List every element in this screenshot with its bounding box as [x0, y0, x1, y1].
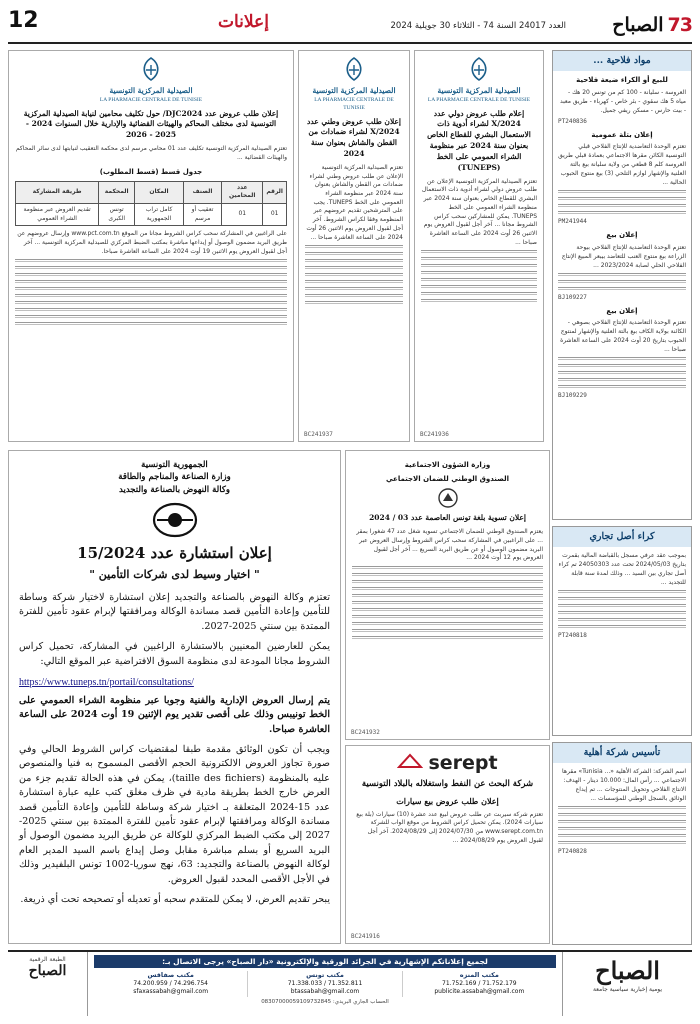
agri-ref-1: PT240836 — [558, 117, 587, 125]
serept-company-name: شركة البحث عن النفط واستغلاله بالبلاد التونسية — [361, 779, 534, 789]
lawyers-table-caption: جدول قسط (قسط المطلوب) — [99, 167, 203, 176]
pct-logo: الصيدلية المركزية التونسية LA PHARMACIE CENTRALE DE TUNISIE — [15, 56, 287, 105]
office-email[interactable]: btassabah@gmail.com — [290, 988, 360, 996]
consultation-paragraph-3: يتم إرسال العروض الإدارية والفنية وجوبا عبر منظومة الشراء العمومي على الخط تونيبس وذلك على أقصى تقدير يوم الإثنين 19 أوت 2024 على الساعة العاشرة صباحا. — [19, 694, 331, 735]
company-title: تأسيس شركة أهلية — [553, 743, 691, 763]
office-email[interactable]: publicite.assabah@gmail.com — [434, 988, 525, 996]
table-header: الرقم — [263, 181, 287, 203]
pharmacy-logo-icon — [464, 56, 494, 82]
cnss-headline: إعلان تسوية بلغة تونس العاصمة عدد 03 / 2024 — [369, 513, 526, 523]
company-body: اسم الشركة: الشركة الأهلية «... Tunisia» مقرها الاجتماعي ... رأس المال: 10.000 دينار - الهدف: الانتاج الفلاحي وتحويل المنتوجات ... تم إيداع الوثائق بالسجل الوطني للمؤسسات ... — [561, 768, 686, 803]
ad-cnss-notice — [345, 450, 550, 740]
footer-brand — [562, 952, 692, 1016]
footer-headline: لجميع إعلاناتكم الإشهارية في الجرائد الورقية والإلكترونية «دار الصباح» يرجى الاتصال بـ: — [94, 955, 556, 968]
agri-ref-3: BJ109227 — [558, 293, 587, 301]
table-header: طريقة المشاركة — [16, 181, 99, 203]
consultation-title: إعلان استشارة عدد 15/2024 — [77, 543, 272, 562]
pharmacy-logo-icon — [136, 56, 166, 82]
company-panel — [552, 742, 692, 945]
consultation-paragraph-5: يبحر تقديم العرض، لا يمكن للمتقدم سحبه أو تعديله أو تصحيحه تحت أي ذريعة. — [20, 893, 330, 905]
ministry-label: وزارة الصناعة والمناجم والطاقة — [118, 472, 231, 483]
gauze-ref: BC241937 — [304, 431, 333, 438]
office-item: مكتب تونس 71.352.811 / 71.338.033 btassabah@gmail.com — [247, 971, 401, 997]
apii-emblem-icon — [152, 502, 198, 538]
rental-body: بموجب عقد عرفي مسجل بالقباضة المالية بقمرت بتاريخ 2024/05/03 تحت عدد 24050303 تم كراء أصل تجاري بين السيد ... وذلك لمدة سنة قابلة للتجديد ... — [558, 552, 686, 587]
gauze-headline: إعلان طلب عروض وطني عدد 2024/X لشراء ضمادات من القطن والشاش بعنوان سنة 2024 — [307, 116, 401, 159]
serept-logo — [346, 752, 549, 774]
table-header: المكان — [135, 181, 184, 203]
pct-logo: الصيدلية المركزية التونسية LA PHARMACIE CENTRALE DE TUNISIE — [421, 56, 537, 105]
agri-body-2: تعتزم الوحدة التعاضدية للإنتاج الفلاحي قبلي التونسية الكائن مقرها الاجتماعي بعمادة قبلي طريق العروسة كلم 8 قطعي من ولاية سليانة بيع بالتة العلنية والإشهار لوازم التلحي (3) بيع منتوج الحبوب الحالية ... — [558, 143, 686, 187]
agri-sub-3: إعلان بيع — [606, 231, 638, 240]
lawyers-table — [15, 181, 287, 227]
tuneps-body: تعتزم الصيدلية المركزية التونسية الإعلان عن طلب عروض دولي لشراء أدوية ذات الاستعمال البشري للقطاع الخاص بعنوان سنة 2024 عبر منظومة الشراء العمومي على الخط TUNEPS. يمكن للمشاركين سحب كراس الشروط مجانا ... آخر أجل لقبول العروض يوم الاثنين 26 أوت 2024 على الساعة العاشرة صباحا ... — [421, 177, 537, 246]
footer-tagline: يومية إخبارية سياسية جامعة — [592, 986, 663, 993]
agri-sub-2: إعلان بتلة عمومية — [591, 130, 653, 139]
footer-contacts — [88, 952, 562, 1016]
page-footer — [8, 950, 692, 1016]
consultation-paragraph-1: تعتزم وكالة النهوض بالصناعة والتجديد إعلان استشارة لاختيار شركة وساطة للتأمين وإعادة التأمين قصد مساندة الوكالة ومرافقتها لإبرام عقود تأمين للفترة الممتدة بين سنتي 2025-2027. — [19, 591, 330, 632]
table-header: عدد المحامين — [222, 181, 263, 203]
table-header: المحكمة — [99, 181, 135, 203]
tuneps-link[interactable]: https://www.tuneps.tn/portail/consultations/ — [19, 676, 194, 688]
pharmacy-logo-icon — [339, 56, 369, 82]
gauze-body: تعتزم الصيدلية المركزية التونسية الإعلان عن طلب عروض وطني لشراء ضمادات من القطن والشاش بعنوان سنة 2024 عبر منظومة الشراء العمومي على الخط TUNEPS. يجب على المترشحين تقديم عروضهم عبر المنظومة وفقا لكراس الشروط. آخر أجل لقبول العروض يوم الاثنين 26 أوت 2024 على الساعة العاشرة صباحا ... — [306, 164, 403, 241]
agri-title: مواد فلاحية ... — [553, 51, 691, 71]
ad-tuneps-tender — [414, 50, 544, 442]
lawyers-body-2: على الراغبين في المشاركة سحب كراس الشروط مجانا من الموقع www.pct.com.tn وإرسال عروضهم عن طريق البريد مضمون الوصول أو إيداعها مباشرة بمكتب الضبط المركزي للصيدلية المركزية التونسية ... آخر أجل لقبول العروض يوم الاثنين 19 أوت 2024 على الساعة العاشرة صباحا. — [17, 230, 287, 255]
republic-label: الجمهورية التونسية — [141, 460, 208, 470]
table-row: 01 01 تعقيب أو مرسم كامل تراب الجمهورية تونس الكبرى تقديم العروض عبر منظومة الشراء العمومي — [16, 204, 287, 226]
footer-logo: الصباح — [595, 956, 660, 985]
digital-edition-label: الطبعة الرقمية — [29, 956, 66, 963]
agri-body-3: تعتزم الوحدة التعاضدية للإنتاج الفلاحي بيوحة الزراعة بيع منتوج العنب للتعاضد بيبعر المبيع الإنتاج الفلاحي الحلي لصابة 2023/2024 ... — [561, 243, 686, 269]
lawyers-body: تعتزم الصيدلية المركزية التونسية تكليف عدد 01 محامي مرسم لدى محكمة التعقيب لنيابتها لدى سائر المحاكم والهيئات القضائية ... — [15, 145, 287, 161]
page-header — [8, 8, 692, 44]
section-title: إعلانات — [218, 12, 269, 32]
agri-body-4: تعتزم الوحدة التعاضدية للإنتاج الفلاحي بصوهي - الكائنة بولاية الكاف بيع بالتة العلنية والإشهار لمنتوج الحبوب بتاريخ 20 أوت 2024 على الساعة العاشرة صباحا ... — [560, 319, 686, 354]
tuneps-ref: BC241936 — [420, 431, 449, 438]
agri-ref-2: PM241944 — [558, 218, 587, 226]
rental-ref: PT240818 — [558, 632, 587, 640]
consultation-paragraph-2: يمكن للعارضين المعنيين بالاستشارة الراغبين في المشاركة، تحميل كراس الشروط مجانا المودعة لدى منظومة السوق الافتراضية عبر الموقع التالي: — [19, 641, 330, 667]
serept-body: تعتزم شركة سيربت عن طلب عروض لبيع عدد عشرة (10) سيارات (بلة بيع سيارات 2024). يمكن تحميل كراس الشروط من موقع الواب للشركة www.serept.com.tn من 2024/07/30 إلى 2024/08/29. آخر أجل لقبول العروض يوم 2024/08/29 ... — [356, 810, 543, 844]
rental-title: كراء أصل تجاري — [553, 527, 691, 547]
office-item: مكتب صفاقس 74.296.754 / 74.200.959 sfaxassabah@gmail.com — [94, 971, 247, 997]
issue-info: العدد 24017 السنة 74 - الثلاثاء 30 جويلية 2024 — [390, 21, 566, 31]
serept-ref: BC241916 — [351, 933, 380, 940]
consultation-paragraph-4: ويجب أن تكون الوثائق مقدمة طبقا لمقتضيات كراس الشروط الحالي وفي صورة تجاوز العروض الالكترونية الحجم الأقصى المسموح به فنيا والمنصوص عليه بالمنظومة (taille des fichiers)، يمكن في هذه الحالة تقديم جزء من العرض خارج الخط بطريقة مادية في ظرف مغلق كتب عليه عبارة استشارة عدد 15-2024 المتعلقة بـ اختيار شركة وساطة للتأمين وإعادة التأمين قصد مساندة الوكالة ومرافقتها لإبرام عقود تأمين للفترة الممتدة بين سنتي 2025-2027 إلى مكتب الضبط المركزي للوكالة عن طريق البريد مضمون الوصول أو البريد السريع أو بسلم مباشرة مقابل وصل إيداع باسم السيد المدير العام لوكالة النهوض بالصناعة والتجديد: 63، نهج سوريا-1002 تونس البلفيدير وذلك في الأجل الأقصى المحدد لقبول العروض. — [19, 744, 330, 885]
digital-edition-logo: الصباح — [28, 963, 67, 979]
agri-sub-4: إعلان بيع — [606, 306, 638, 315]
office-list — [94, 971, 556, 997]
page-number: 12 — [8, 8, 39, 33]
ad-gauze-tender — [298, 50, 410, 442]
agency-label: وكالة النهوض بالصناعة والتجديد — [119, 484, 230, 495]
office-item: مكتب المنزه 71.752.179 / 71.752.169 publicite.assabah@gmail.com — [402, 971, 556, 997]
brand-anniversary-number: 73 — [667, 14, 692, 36]
table-header: الصنف — [183, 181, 221, 203]
lawyers-headline: إعلان طلب عروض عدد DJC2024/ حول تكليف محامين لنيابة الصيدلية المركزية التونسية لدى مختلف المحاكم والهيئات القضائية والإدارية خلال السنوات 2024 - 2025 - 2026 — [23, 108, 279, 140]
cnss-fund: الصندوق الوطني للضمان الاجتماعي — [385, 475, 510, 484]
tuneps-headline: إعلام طلب عروض دولي عدد 2024/X لشراء أدوية ذات الاستعمال البشري للقطاع الخاص بعنوان سنة 2024 عبر منظومة الشراء العمومي على الخط (TUNEPS) — [427, 108, 531, 172]
cnss-ministry: وزارة الشؤون الاجتماعية — [404, 461, 491, 469]
consultation-subtitle: " اختيار وسيط لدى شركات التأمين " — [89, 567, 260, 581]
pct-logo: الصيدلية المركزية التونسية LA PHARMACIE CENTRALE DE TUNISIE — [305, 56, 403, 113]
company-ref: PT240828 — [558, 848, 587, 856]
cnss-logo-icon — [437, 487, 459, 509]
classifieds-column — [552, 50, 692, 945]
office-email[interactable]: sfaxassabah@gmail.com — [133, 988, 209, 996]
newspaper-brand — [612, 8, 692, 42]
agri-panel — [552, 50, 692, 520]
brand-logo-text: الصباح — [612, 14, 664, 36]
serept-flame-icon — [397, 753, 423, 769]
footer-digital-edition[interactable] — [8, 952, 88, 1016]
agri-sub-1: للبيع أو الكراء ضيعة فلاحية — [576, 76, 668, 85]
ad-lawyers-tender — [8, 50, 294, 442]
agri-body-1: العروسة - سليانة - 100 كم من تونس 20 هك - مياه 5 هك سقوي - بئر خاص - كهرباء - طريق معبد - بيت حارس - مسكن ريفي جميل. — [559, 88, 686, 114]
footer-note: الحساب الجاري البريدي: 08307000059109732845 — [261, 998, 389, 1005]
serept-headline: إعلان طلب عروض بيع سيارات — [396, 795, 499, 806]
cnss-body: يعتزم الصندوق الوطني للضمان الاجتماعي تسوية شغل عدد 47 شغورا بمقر ... على الراغبين في المشاركة سحب كراس الشروط وإرسال العروض عبر البريد مضمون الوصول أو عن طريق البريد السريع ... آخر أجل لقبول العروض يوم 12 أوت 2024 ... — [356, 528, 543, 562]
rental-panel — [552, 526, 692, 736]
cnss-ref: BC241932 — [351, 729, 380, 736]
ad-consultation-notice — [8, 450, 341, 944]
consultation-body — [19, 591, 330, 907]
serept-logo-text: serept — [428, 752, 498, 774]
ad-serept — [345, 745, 550, 944]
agri-ref-4: BJ109229 — [558, 392, 587, 400]
